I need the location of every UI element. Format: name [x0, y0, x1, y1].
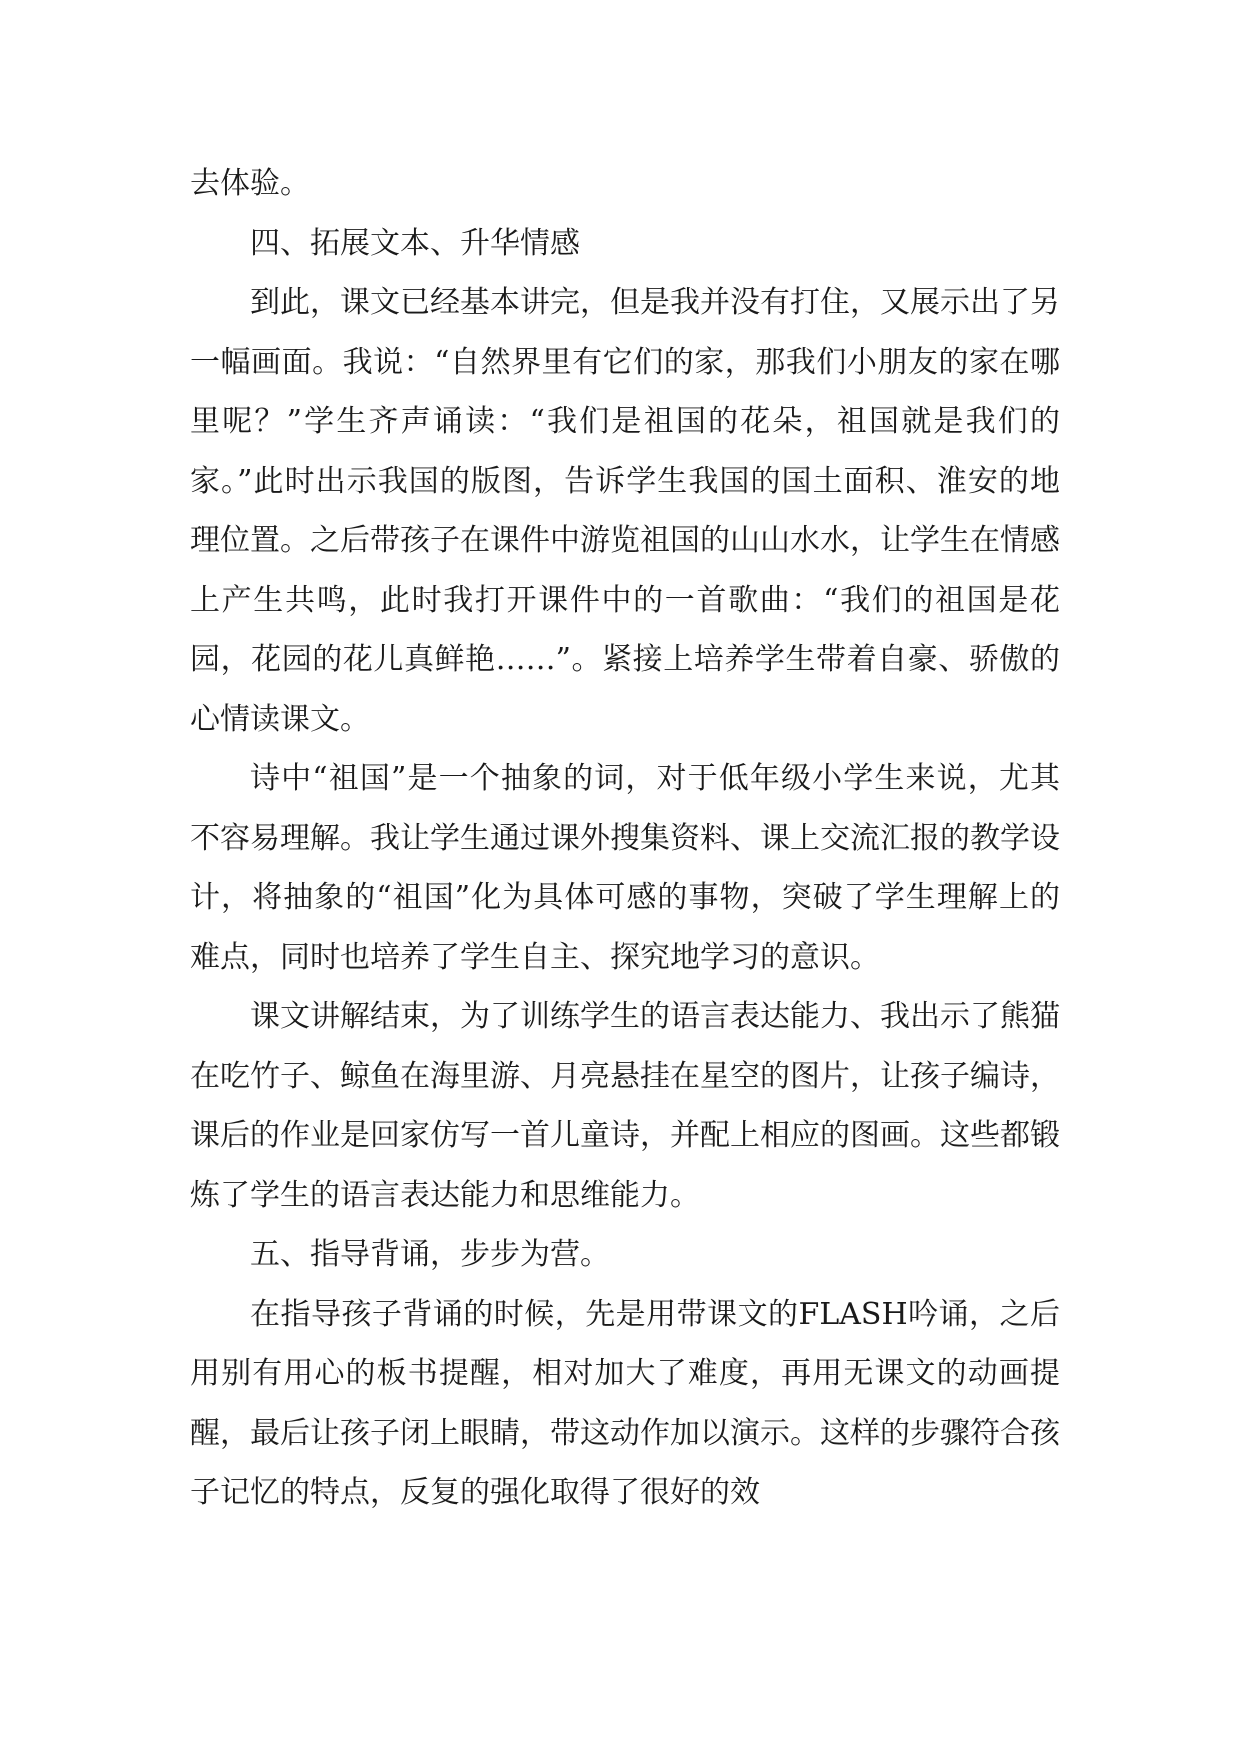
paragraph-continuation: 去体验。 [190, 166, 310, 201]
paragraph: 课文讲解结束，为了训练学生的语言表达能力、我出示了熊猫在吃竹子、鲸鱼在海里游、月亮悬挂在星空的图片，让孩子编诗，课后的作业是回家仿写一首儿童诗，并配上相应的图画。这些都锻炼了学生的语言表达能力和思维能力。 [190, 999, 1060, 1213]
section-heading-five: 五、指导背诵，步步为营。 [250, 1237, 610, 1272]
paragraph: 诗中“祖国”是一个抽象的词，对于低年级小学生来说，尤其不容易理解。我让学生通过课外搜集资料、课上交流汇报的教学设计，将抽象的“祖国”化为具体可感的事物，突破了学生理解上的难点，同时也培养了学生自主、探究地学习的意识。 [190, 761, 1060, 975]
paragraph: 到此，课文已经基本讲完，但是我并没有打住，又展示出了另一幅画面。我说：“自然界里有它们的家，那我们小朋友的家在哪里呢？”学生齐声诵读：“我们是祖国的花朵，祖国就是我们的家。”此时出示我国的版图，告诉学生我国的国土面积、淮安的地理位置。之后带孩子在课件中游览祖国的山山水水，让学生在情感上产生共鸣，此时我打开课件中的一首歌曲：“我们的祖国是花园，花园的花儿真鲜艳……”。紧接上培养学生带着自豪、骄傲的心情读课文。 [190, 285, 1060, 737]
section-heading-four: 四、拓展文本、升华情感 [250, 225, 580, 261]
document-body [190, 154, 1060, 1523]
paragraph: 在指导孩子背诵的时候，先是用带课文的FLASH吟诵，之后用别有用心的板书提醒，相对加大了难度，再用无课文的动画提醒，最后让孩子闭上眼睛，带这动作加以演示。这样的步骤符合孩子记忆的特点，反复的强化取得了很好的效 [190, 1296, 1060, 1510]
